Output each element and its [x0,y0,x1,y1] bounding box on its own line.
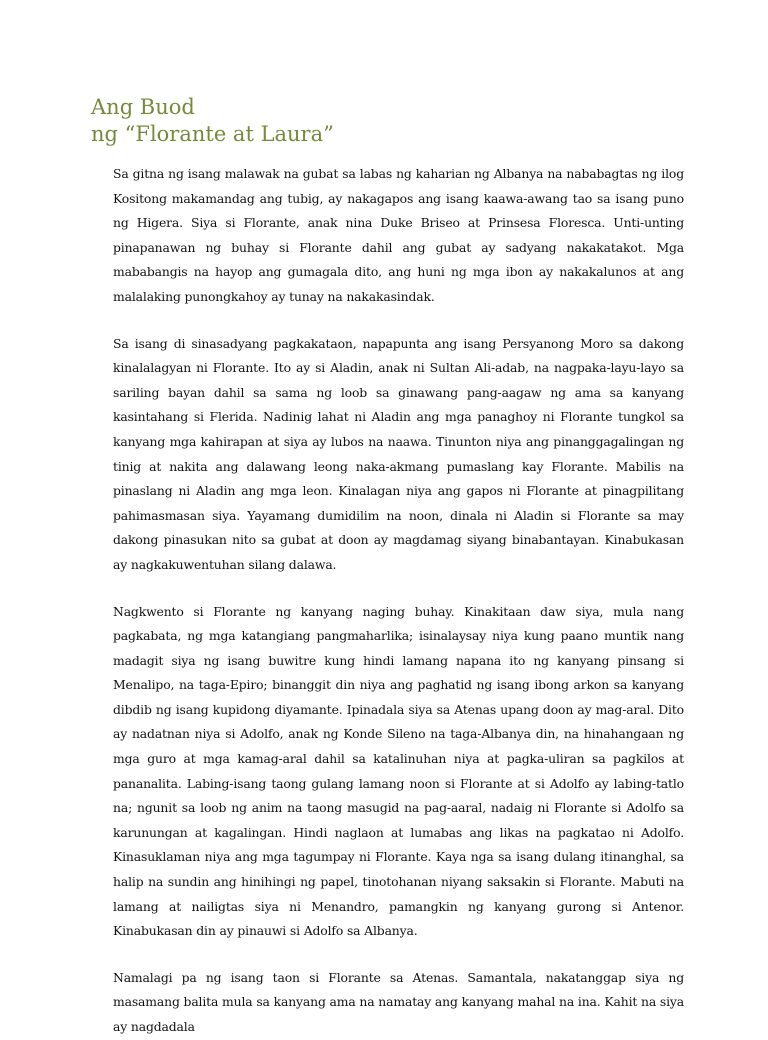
title-line-1: Ang Buod [91,95,195,119]
title-line-2: ng “Florante at Laura” [91,122,334,146]
document-title [91,94,684,148]
paragraph-1: Sa gitna ng isang malawak na gubat sa labas ng kaharian ng Albanya na nababagtas ng ilog Kositong makamandag ang tubig, ay nakagapos ang isang kaawa-awang tao sa isang puno ng Higera. Siya si Florante, anak nina Duke Briseo at Prinsesa Floresca. Unti-unting pinapanawan ng buhay si Florante dahil ang gubat ay sadyang nakakatakot. Mga mababangis na hayop ang gumagala dito, ang huni ng mga ibon ay nakakalunos at ang malalaking punongkahoy ay tunay na nakakasindak. [113,166,684,304]
paragraph-4: Namalagi pa ng isang taon si Florante sa Atenas. Samantala, nakatanggap siya ng masamang balita mula sa kanyang ama na namatay ang kanyang mahal na ina. Kahit na siya ay nagdadala [113,969,684,1034]
paragraph-3: Nagkwento si Florante ng kanyang naging buhay. Kinakitaan daw siya, mula nang pagkabata, ng mga katangiang pangmaharlika; isinalaysay niya kung paano muntik nang madagit siya ng isang buwitre kung hindi lamang napana ito ng kanyang pinsang si Menalipo, na taga-Epiro; binanggit din niya ang paghatid ng isang ibong arkon sa kanyang dibdib ng isang kupidong diyamante. Ipinadala siya sa Atenas upang doon ay mag-aral. Dito ay nadatnan niya si Adolfo, anak ng Konde Sileno na taga-Albanya din, na hinahangaan ng mga guro at mga kamag-aral dahil sa katalinuhan niya at pagka-uliran sa pagkilos at pananalita. Labing-isang taong gulang lamang noon si Florante at si Adolfo ay labing-tatlo na; ngunit sa loob ng anim na taong masugid na pag-aaral, nadaig ni Florante si Adolfo sa karunungan at kagalingan. Hindi naglaon at lumabas ang likas na pagkatao ni Adolfo. Kinasuklaman niya ang mga tagumpay ni Florante. Kaya nga sa isang dulang itinanghal, sa halip na sundin ang hinihingi ng papel, tinotohanan niyang saksakin si Florante. Mabuti na lamang at nailigtas siya ni Menandro, pamangkin ng kanyang gurong si Antenor. Kinabukasan din ay pinauwi si Adolfo sa Albanya. [113,603,684,939]
paragraph-2: Sa isang di sinasadyang pagkakataon, napapunta ang isang Persyanong Moro sa dakong kinalalagyan ni Florante. Ito ay si Aladin, anak ni Sultan Ali-adab, na nagpaka-layu-layo sa sariling bayan dahil sa sama ng loob sa ginawang pang-aagaw ng ama sa kanyang kasintahang si Flerida. Nadinig lahat ni Aladin ang mga panaghoy ni Florante tungkol sa kanyang mga kahirapan at siya ay lubos na naawa. Tinunton niya ang pinanggagalingan ng tinig at nakita ang dalawang leong naka-akmang pumaslang kay Florante. Mabilis na pinaslang ni Aladin ang mga leon. Kinalagan niya ang gapos ni Florante at pinagpilitang pahimasmasan siya. Yayamang dumidilim na noon, dinala ni Aladin si Florante sa may dakong pinasukan nito sa gubat at doon ay magdamag siyang binabantayan. Kinabukasan ay nagkakuwentuhan silang dalawa. [113,335,684,572]
document-body [113,162,684,1040]
